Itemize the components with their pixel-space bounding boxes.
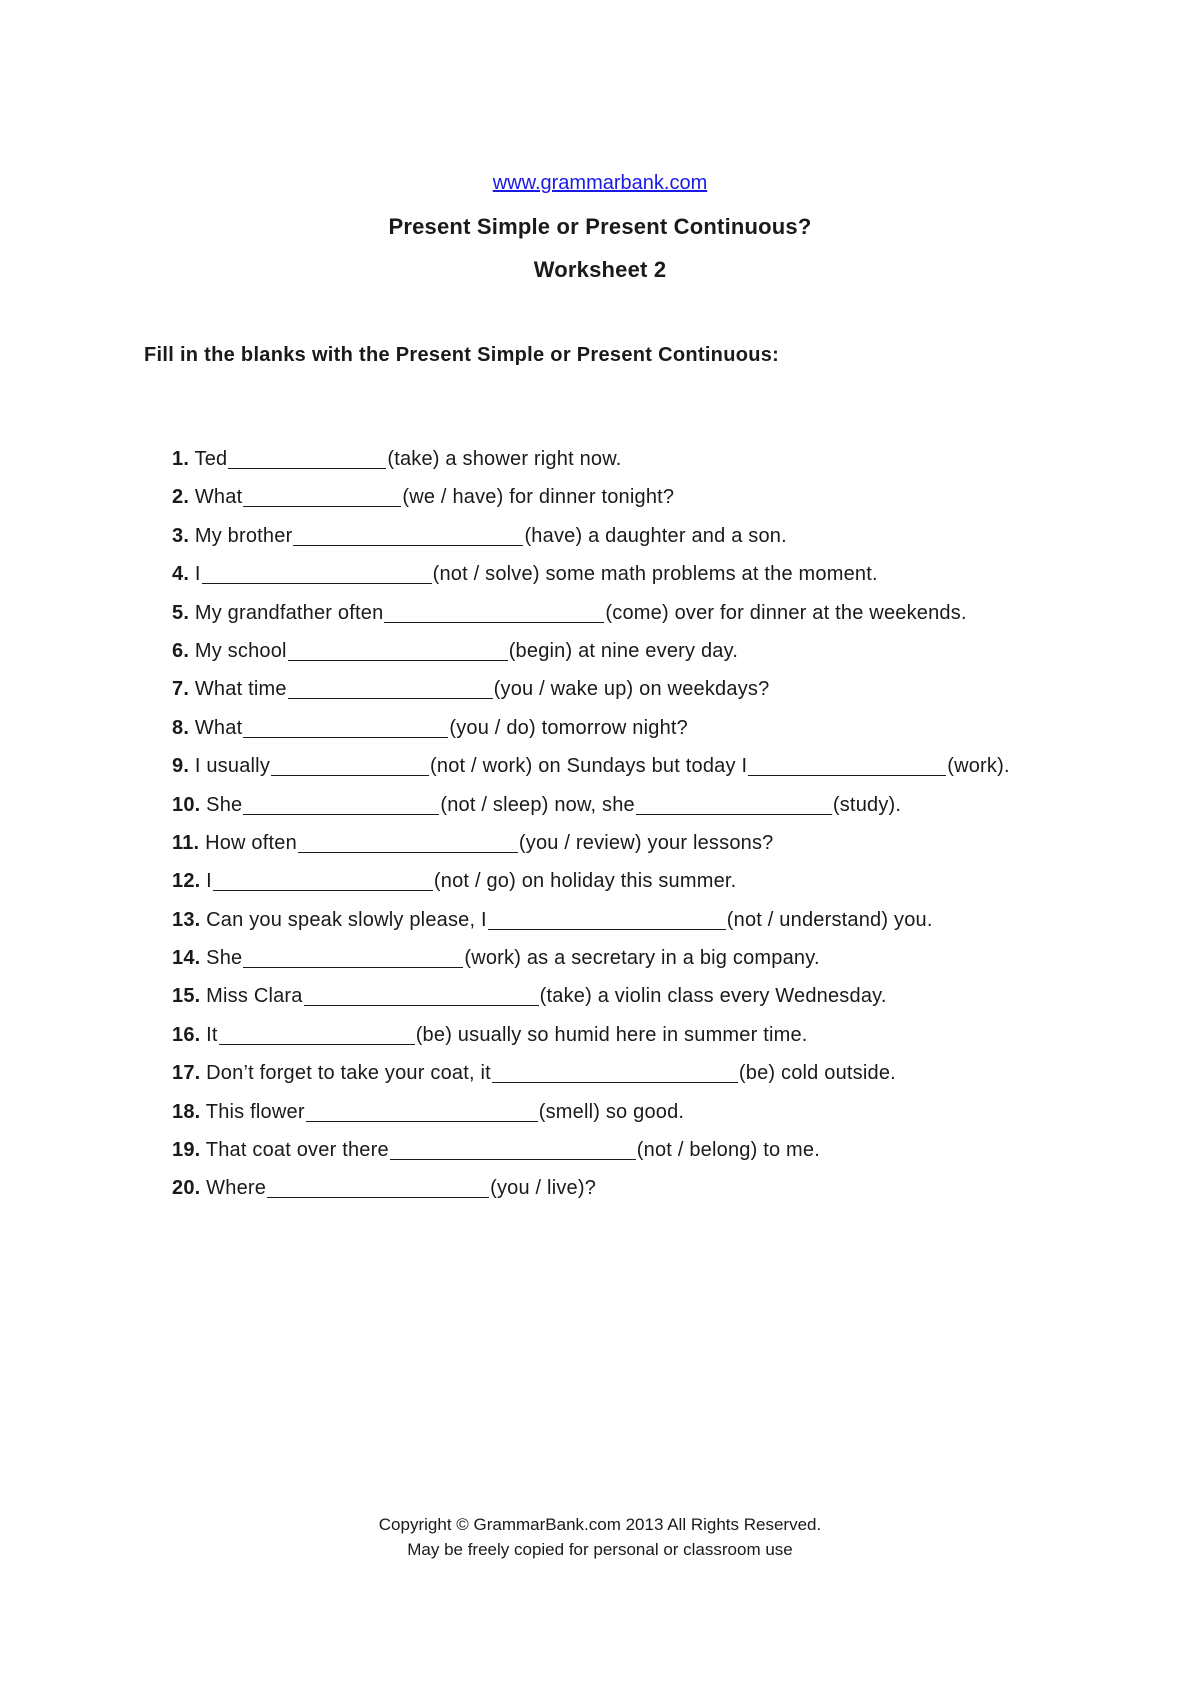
question-number: 5. xyxy=(172,601,190,624)
question-number: 3. xyxy=(172,524,190,547)
answer-blank[interactable] xyxy=(243,484,401,507)
answer-blank[interactable] xyxy=(288,676,493,699)
question-prefix: Where xyxy=(200,1177,267,1200)
question-prefix: My school xyxy=(189,639,287,662)
question-item xyxy=(172,632,1010,670)
question-hint: (take) a violin class every Wednesday. xyxy=(539,985,887,1008)
question-prefix: How often xyxy=(199,831,297,854)
answer-blank[interactable] xyxy=(267,1175,489,1198)
question-item xyxy=(172,1131,1010,1169)
question-prefix: What xyxy=(189,716,243,739)
question-hint: (you / live)? xyxy=(490,1177,597,1200)
footer-note: May be freely copied for personal or classroom use xyxy=(407,1540,793,1559)
answer-blank[interactable] xyxy=(488,907,726,930)
question-hint: (you / do) tomorrow night? xyxy=(449,716,688,739)
question-item xyxy=(172,824,1010,862)
question-hint-2: (work). xyxy=(947,755,1010,778)
instruction-text: Fill in the blanks with the Present Simple or Present Continuous: xyxy=(144,344,780,366)
question-number: 18. xyxy=(172,1100,201,1123)
question-number: 11. xyxy=(172,831,200,854)
answer-blank[interactable] xyxy=(384,600,604,623)
answer-blank[interactable] xyxy=(492,1060,738,1083)
answer-blank[interactable] xyxy=(304,983,539,1006)
answer-blank[interactable] xyxy=(202,561,432,584)
question-prefix: This flower xyxy=(200,1100,305,1123)
question-prefix: It xyxy=(200,1023,218,1046)
question-number: 4. xyxy=(172,563,190,586)
answer-blank[interactable] xyxy=(298,830,518,853)
worksheet-subtitle: Worksheet 2 xyxy=(533,257,667,282)
question-item xyxy=(172,1016,1010,1054)
question-prefix: Can you speak slowly please, I xyxy=(200,908,487,931)
question-item xyxy=(172,555,1010,593)
question-number: 9. xyxy=(172,755,190,778)
question-item xyxy=(172,1169,1010,1207)
answer-blank[interactable] xyxy=(288,638,508,661)
question-number: 13. xyxy=(172,908,201,931)
question-item xyxy=(172,1054,1010,1092)
answer-blank[interactable] xyxy=(636,792,832,815)
question-item xyxy=(172,786,1010,824)
question-number: 15. xyxy=(172,985,201,1008)
answer-blank[interactable] xyxy=(306,1099,538,1122)
question-hint: (work) as a secretary in a big company. xyxy=(464,947,820,970)
question-hint: (be) cold outside. xyxy=(738,1062,896,1085)
answer-blank[interactable] xyxy=(219,1022,415,1045)
question-item xyxy=(172,594,1010,632)
question-prefix: My brother xyxy=(189,524,293,547)
question-item xyxy=(172,1093,1010,1131)
question-hint: (begin) at nine every day. xyxy=(508,639,739,662)
answer-blank[interactable] xyxy=(243,945,463,968)
question-hint: (you / review) your lessons? xyxy=(518,831,774,854)
question-number: 12. xyxy=(172,870,201,893)
question-number: 14. xyxy=(172,947,201,970)
answer-blank[interactable] xyxy=(390,1137,636,1160)
question-item xyxy=(172,977,1010,1015)
question-prefix: Miss Clara xyxy=(200,985,303,1008)
question-hint: (have) a daughter and a son. xyxy=(524,524,787,547)
answer-blank[interactable] xyxy=(243,715,448,738)
question-number: 7. xyxy=(172,678,190,701)
question-prefix: She xyxy=(200,793,243,816)
footer-copyright: Copyright © GrammarBank.com 2013 All Rights Reserved. xyxy=(378,1515,822,1534)
question-hint-2: (study). xyxy=(832,793,902,816)
question-item xyxy=(172,901,1010,939)
question-item xyxy=(172,670,1010,708)
answer-blank[interactable] xyxy=(243,792,439,815)
question-number: 20. xyxy=(172,1177,201,1200)
question-item xyxy=(172,862,1010,900)
question-prefix: I usually xyxy=(189,755,271,778)
question-hint: (not / solve) some math problems at the moment. xyxy=(432,563,878,586)
answer-blank[interactable] xyxy=(228,446,386,469)
question-hint: (you / wake up) on weekdays? xyxy=(493,678,770,701)
question-hint: (not / understand) you. xyxy=(726,908,933,931)
question-hint: (not / belong) to me. xyxy=(636,1139,820,1162)
question-item xyxy=(172,709,1010,747)
question-prefix: She xyxy=(200,947,243,970)
question-hint: (smell) so good. xyxy=(538,1100,685,1123)
question-prefix: Ted xyxy=(189,448,228,470)
question-prefix: I xyxy=(189,563,201,586)
question-number: 6. xyxy=(172,639,190,662)
answer-blank[interactable] xyxy=(748,753,946,776)
question-number: 17. xyxy=(172,1062,201,1085)
question-item xyxy=(172,747,1010,785)
answer-blank[interactable] xyxy=(293,523,523,546)
question-item xyxy=(172,478,1010,516)
question-number: 8. xyxy=(172,716,190,739)
question-list xyxy=(172,440,1010,1208)
question-number: 1. xyxy=(172,448,190,470)
question-hint: (not / go) on holiday this summer. xyxy=(433,870,737,893)
question-number: 2. xyxy=(172,486,190,509)
question-hint: (take) a shower right now. xyxy=(387,448,622,470)
question-hint: (be) usually so humid here in summer time. xyxy=(415,1023,808,1046)
question-hint: (not / work) on Sundays but today I xyxy=(430,755,748,778)
question-prefix: That coat over there xyxy=(200,1139,389,1162)
question-item xyxy=(172,440,1010,478)
answer-blank[interactable] xyxy=(213,868,433,891)
question-prefix: What xyxy=(189,486,243,509)
worksheet-title: Present Simple or Present Continuous? xyxy=(388,214,812,239)
question-hint: (we / have) for dinner tonight? xyxy=(402,486,675,509)
question-prefix: I xyxy=(200,870,212,893)
question-hint: (not / sleep) now, she xyxy=(440,793,635,816)
question-number: 19. xyxy=(172,1139,201,1162)
question-number: 16. xyxy=(172,1023,201,1046)
question-hint: (come) over for dinner at the weekends. xyxy=(605,601,967,624)
question-prefix: My grandfather often xyxy=(189,601,384,624)
question-number: 10. xyxy=(172,793,201,816)
question-prefix: What time xyxy=(189,678,287,701)
answer-blank[interactable] xyxy=(271,753,429,776)
site-link[interactable]: www.grammarbank.com xyxy=(492,172,708,194)
question-item xyxy=(172,939,1010,977)
question-item xyxy=(172,517,1010,555)
question-prefix: Don’t forget to take your coat, it xyxy=(200,1062,491,1085)
